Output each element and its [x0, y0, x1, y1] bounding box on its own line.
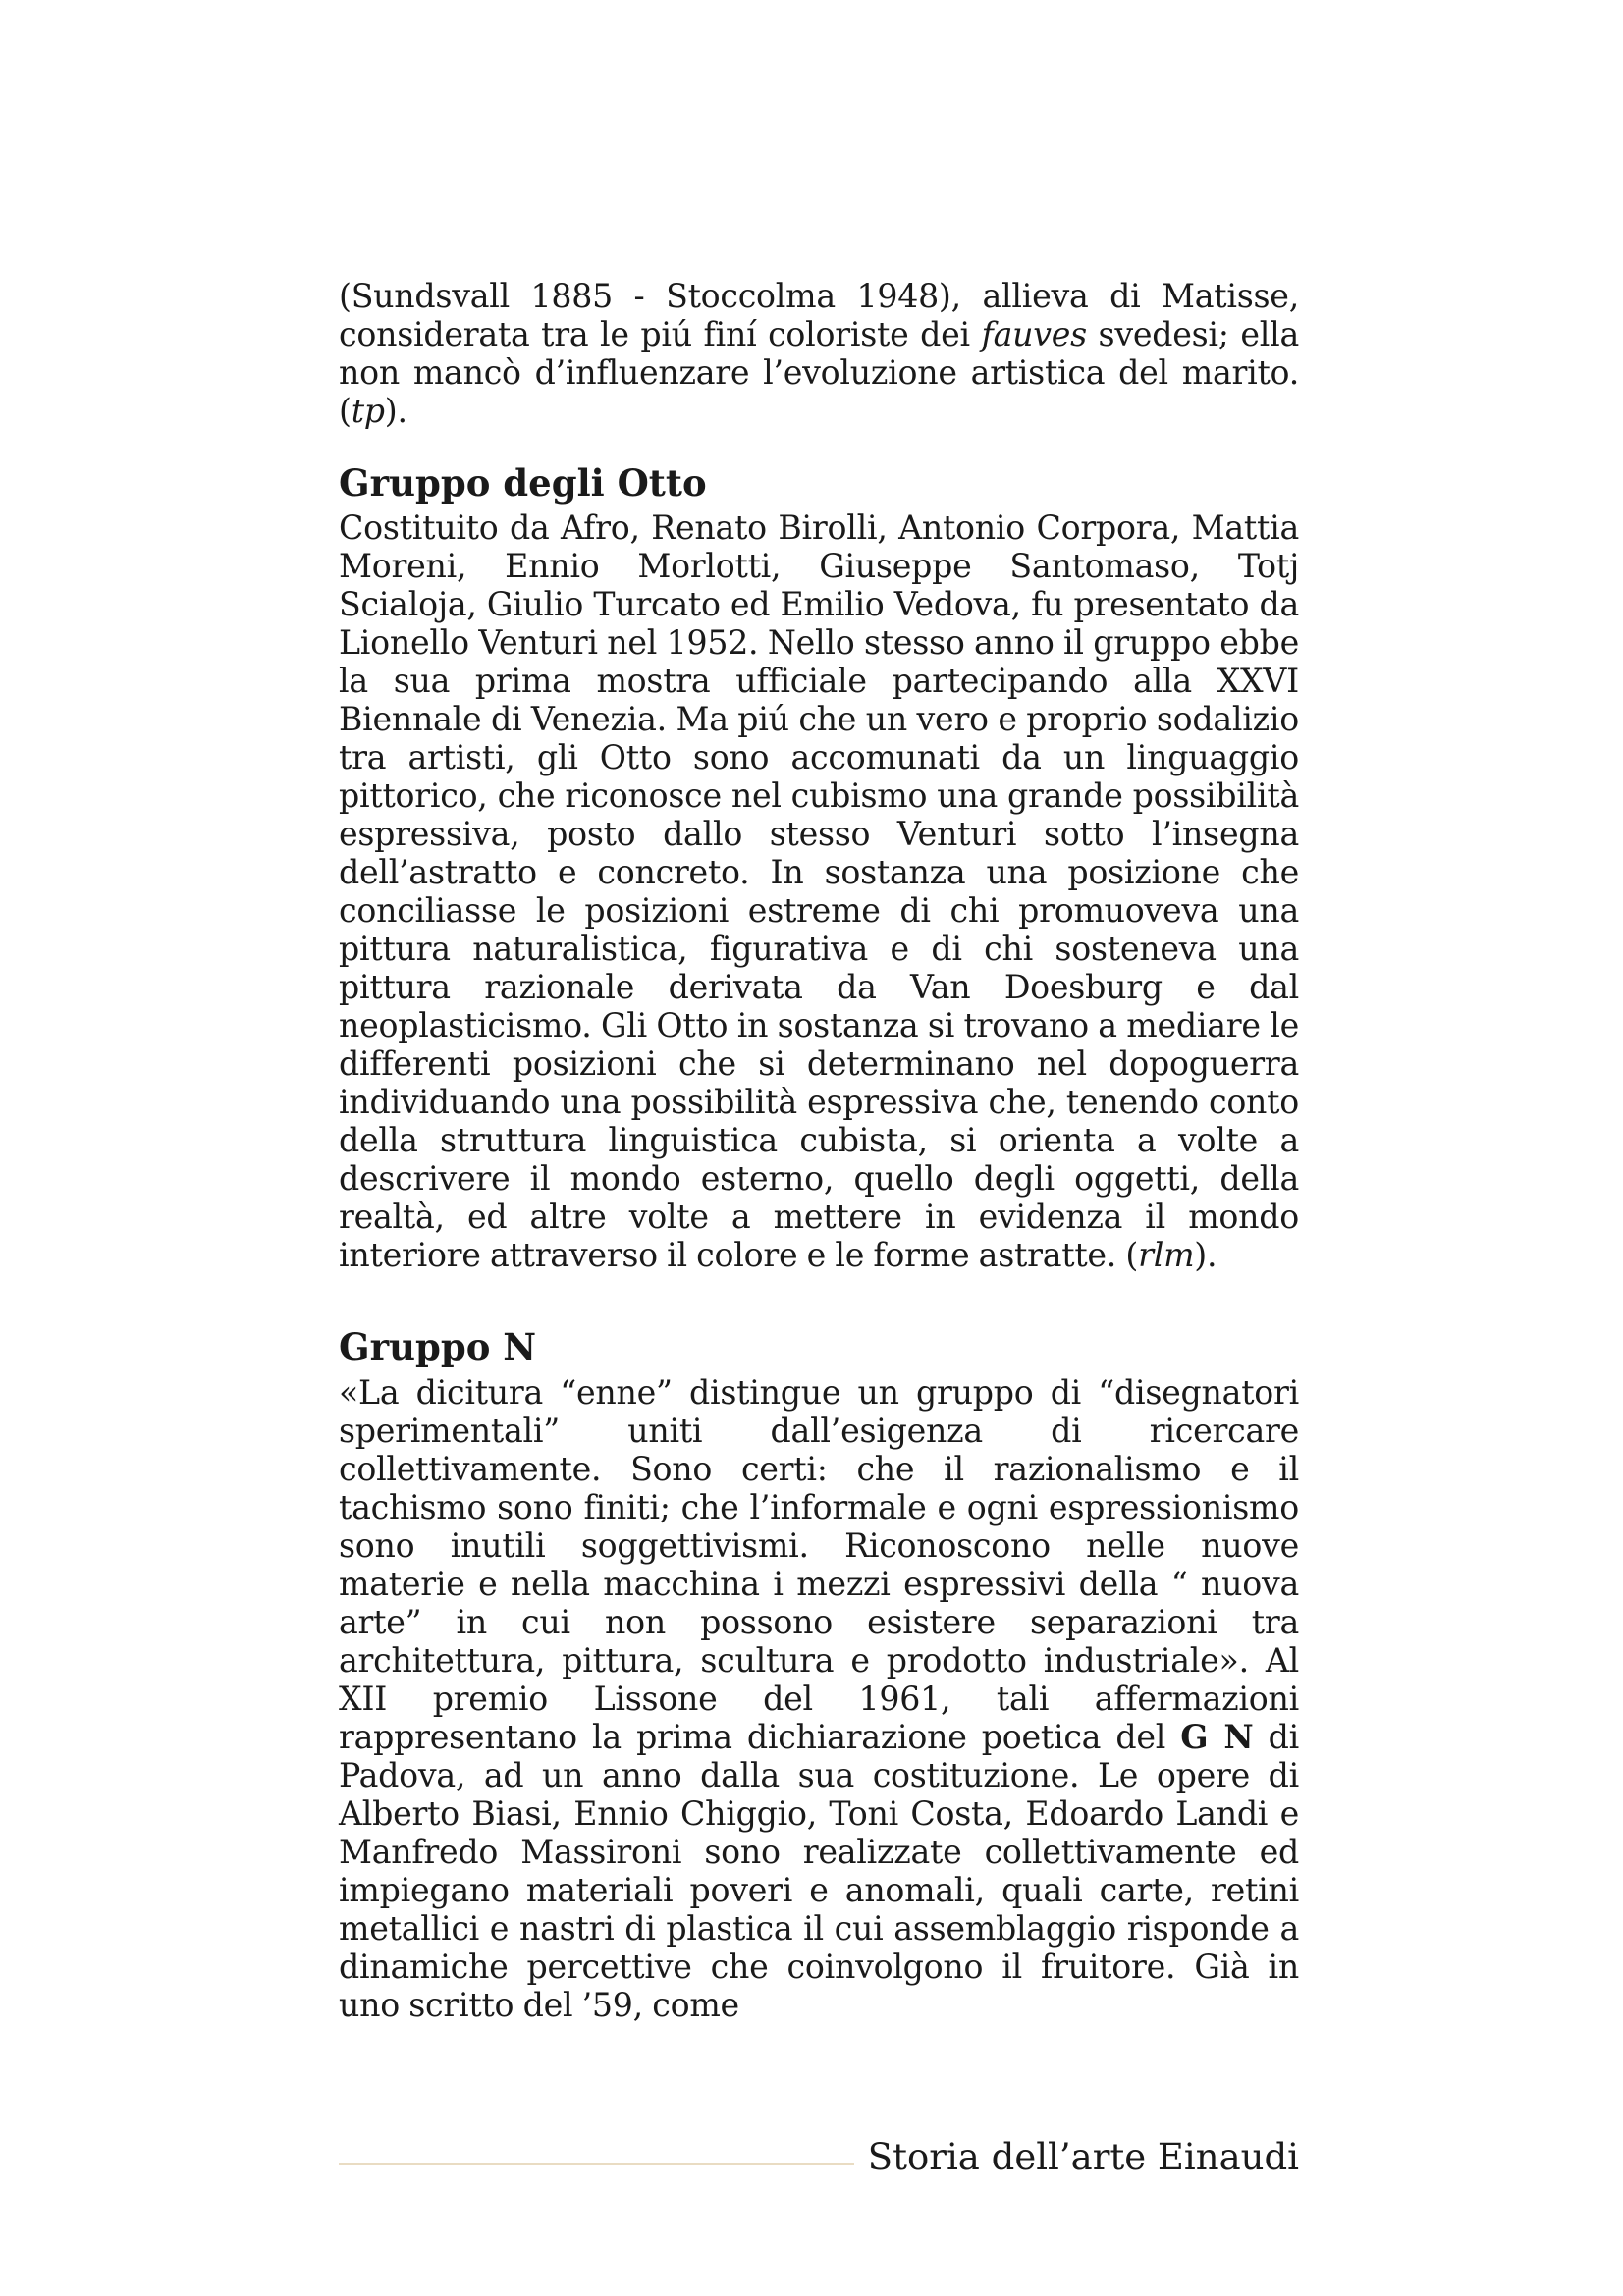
heading-gruppo-degli-otto: Gruppo degli Otto	[339, 461, 707, 505]
otto-signature: rlm	[1138, 1236, 1195, 1274]
footer-rule	[339, 2163, 854, 2165]
paragraph-gruppo-degli-otto	[339, 508, 1299, 1274]
otto-close-text: ).	[1194, 1236, 1217, 1274]
intro-text-1: (Sundsvall 1885 - Stoccolma 1948), allieva di Matisse, considerata tra le piú finí coloriste dei	[339, 277, 1299, 353]
footer-publication-title: Storia dell’arte Einaudi	[867, 2136, 1299, 2178]
heading-gruppo-n: Gruppo N	[339, 1325, 537, 1368]
paragraph-gruppo-n	[339, 1373, 1299, 2024]
intro-paragraph	[339, 277, 1299, 430]
n-body-text-2: di Padova, ad un anno dalla sua costituzione. Le opere di Alberto Biasi, Ennio Chiggio, Toni Costa, Edoardo Landi e Manfredo Massironi sono realizzate collettivamente ed impiegano materiali poveri e anomali, quali carte, retini metallici e nastri di plastica il cui assemblaggio risponde a dinamiche percettive che coinvolgono il fruitore. Già in uno scritto del ’59, come	[339, 1718, 1299, 2024]
intro-text-2: svedesi; ella non mancò d’influenzare l’evoluzione artistica del marito. (	[339, 315, 1299, 430]
n-body-text-1: «La dicitura “enne” distingue un gruppo di “disegnatori sperimentali” uniti dall’esigenza di ricercare collettivamente. Sono certi: che il razionalismo e il tachismo sono finiti; che l’informale e ogni espressionismo sono inutili soggettivismi. Riconoscono nelle nuove materie e nella macchina i mezzi espressivi della “ nuova arte” in cui non possono esistere separazioni tra architettura, pittura, scultura e prodotto industriale». Al XII premio Lissone del 1961, tali affermazioni rappresentano la prima dichiarazione poetica del	[339, 1373, 1299, 1756]
page-footer	[339, 2136, 1299, 2185]
otto-body-text: Costituito da Afro, Renato Birolli, Antonio Corpora, Mattia Moreni, Ennio Morlotti, Giuseppe Santomaso, Totj Scialoja, Giulio Turcato ed Emilio Vedova, fu presentato da Lionello Venturi nel 1952. Nello stesso anno il gruppo ebbe la sua prima mostra ufficiale partecipando alla XXVI Biennale di Venezia. Ma piú che un vero e proprio sodalizio tra artisti, gli Otto sono accomunati da un linguaggio pittorico, che riconosce nel cubismo una grande possibilità espressiva, posto dallo stesso Venturi sotto l’insegna dell’astratto e concreto. In sostanza una posizione che conciliasse le posizioni estreme di chi promuoveva una pittura naturalistica, figurativa e di chi sosteneva una pittura razionale derivata da Van Doesburg e dal neoplasticismo. Gli Otto in sostanza si trovano a mediare le differenti posizioni che si determinano nel dopoguerra individuando una possibilità espressiva che, tenendo conto della struttura linguistica cubista, si orienta a volte a descrivere il mondo esterno, quello degli oggetti, della realtà, ed altre volte a mettere in evidenza il mondo interiore attraverso il colore e le forme astratte. (	[339, 508, 1299, 1274]
intro-text-3: ).	[384, 392, 407, 430]
n-bold-gn: G N	[1180, 1718, 1254, 1756]
intro-signature: tp	[351, 392, 385, 430]
intro-italic-fauves: fauves	[981, 315, 1087, 353]
